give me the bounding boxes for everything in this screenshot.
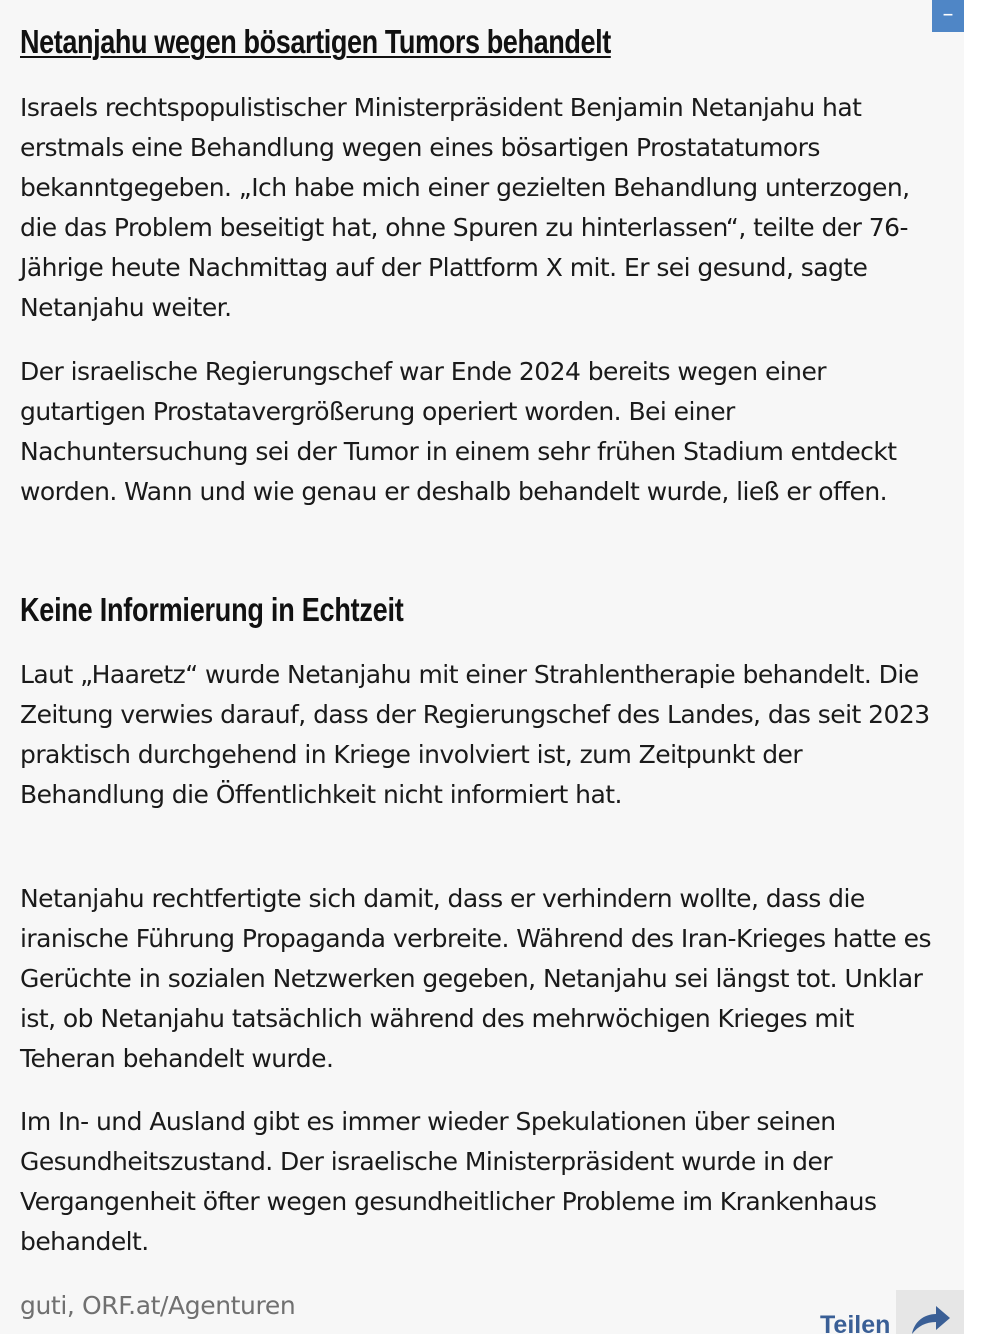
article-paragraph: Im In- und Ausland gibt es immer wieder Spekulationen über seinen Gesundheitszustand. Der israelische Ministerpräsident wurde in der Vergangenheit öfter wegen gesundheitlicher Probleme im Krankenhaus behandelt. — [20, 1107, 877, 1256]
share-button[interactable] — [816, 1290, 964, 1339]
article-title[interactable]: Netanjahu wegen bösartigen Tumors behandelt — [20, 23, 611, 60]
article-paragraph: Laut „Haaretz“ wurde Netanjahu mit einer Strahlentherapie behandelt. Die Zeitung verwies darauf, dass der Regierungschef des Landes, das seit 2023 praktisch durchgehend in Kriege involviert ist, zum Zeitpunkt der Behandlung die Öffentlichkeit nicht informiert hat. — [20, 660, 930, 809]
article-paragraph: Der israelische Regierungschef war Ende 2024 bereits wegen einer gutartigen Prostatavergrößerung operiert worden. Bei einer Nachuntersuchung sei der Tumor in einem sehr frühen Stadium entdeckt worden. Wann und wie genau er deshalb behandelt wurde, ließ er offen. — [20, 357, 897, 506]
article-paragraph: Israels rechtspopulistischer Ministerpräsident Benjamin Netanjahu hat erstmals eine Behandlung wegen eines bösartigen Prostatatumors bekanntgegeben. „Ich habe mich einer gezielten Behandlung unterzogen, die das Problem beseitigt hat, ohne Spuren zu hinterlassen“, teilte der 76-Jährige heute Nachmittag auf der Plattform X mit. Er sei gesund, sagte Netanjahu weiter. — [20, 93, 910, 322]
share-label: Teilen — [820, 1311, 891, 1339]
article-source: guti, ORF.at/Agenturen — [20, 1291, 296, 1320]
article-paragraph: Netanjahu rechtfertigte sich damit, dass er verhindern wollte, dass die iranische Führung Propaganda verbreite. Während des Iran-Krieges hatte es Gerüchte in sozialen Netzwerken gegeben, Netanjahu sei längst tot. Unklar ist, ob Netanjahu tatsächlich während des mehrwöchigen Krieges mit Teheran behandelt wurde. — [20, 884, 931, 1073]
share-arrow-icon — [896, 1290, 964, 1334]
collapse-button[interactable]: – — [932, 0, 964, 32]
article-subheading: Keine Informierung in Echtzeit — [20, 591, 404, 628]
page-margin — [964, 0, 984, 1334]
